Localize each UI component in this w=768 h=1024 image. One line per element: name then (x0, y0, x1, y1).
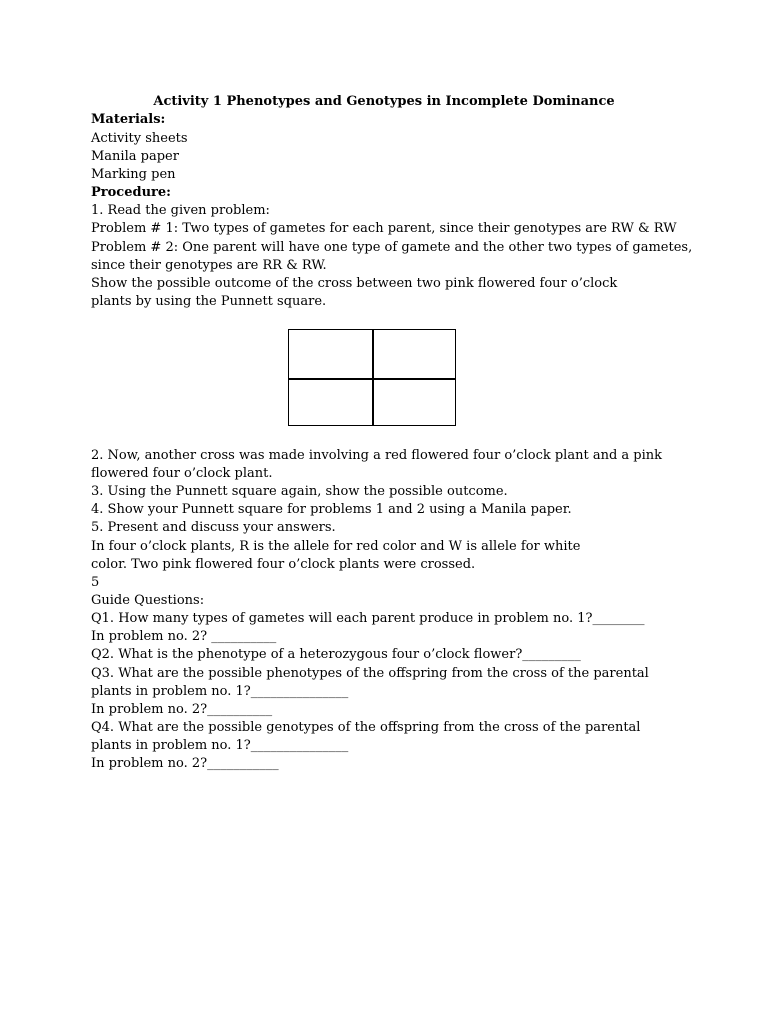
guide-question: Q2. What is the phenotype of a heterozygous four o’clock flower?_________ (91, 647, 581, 662)
materials-item: Activity sheets (91, 131, 188, 146)
materials-item: Marking pen (91, 167, 176, 182)
procedure-step: Show the possible outcome of the cross between two pink flowered four o’clock (91, 276, 618, 291)
guide-question: In problem no. 2? __________ (91, 629, 277, 644)
problem-statement: color. Two pink flowered four o’clock plants were crossed. (91, 557, 476, 572)
materials-item: Manila paper (91, 149, 179, 164)
guide-question: Q4. What are the possible genotypes of the offspring from the cross of the parental (91, 720, 641, 735)
document-title: Activity 1 Phenotypes and Genotypes in Incomplete Dominance (153, 94, 615, 109)
guide-question: Q3. What are the possible phenotypes of the offspring from the cross of the parental (91, 666, 649, 681)
guide-question: plants in problem no. 1?_______________ (91, 684, 349, 699)
procedure-step: 1. Read the given problem: (91, 203, 270, 218)
procedure-step: flowered four o’clock plant. (91, 466, 273, 481)
procedure-step: Problem # 1: Two types of gametes for each parent, since their genotypes are RW & RW (91, 221, 677, 236)
materials-heading: Materials: (91, 112, 166, 127)
procedure-step: since their genotypes are RR & RW. (91, 258, 327, 273)
punnett-square (288, 329, 456, 426)
guide-question: plants in problem no. 1?_______________ (91, 738, 349, 753)
stray-number: 5 (91, 575, 100, 590)
guide-question: Q1. How many types of gametes will each parent produce in problem no. 1?________ (91, 611, 645, 626)
problem-statement: In four o’clock plants, R is the allele for red color and W is allele for white (91, 539, 581, 554)
procedure-heading: Procedure: (91, 185, 171, 200)
punnett-square-divider (289, 378, 455, 380)
procedure-step: 3. Using the Punnett square again, show the possible outcome. (91, 484, 508, 499)
guide-questions-heading: Guide Questions: (91, 593, 205, 608)
procedure-step: 4. Show your Punnett square for problems 1 and 2 using a Manila paper. (91, 502, 572, 517)
procedure-step: Problem # 2: One parent will have one type of gamete and the other two types of gametes, (91, 240, 693, 255)
procedure-step: plants by using the Punnett square. (91, 294, 327, 309)
guide-question: In problem no. 2?__________ (91, 702, 273, 717)
procedure-step: 5. Present and discuss your answers. (91, 520, 336, 535)
guide-question: In problem no. 2?___________ (91, 756, 279, 771)
procedure-step: 2. Now, another cross was made involving a red flowered four o’clock plant and a pink (91, 448, 663, 463)
